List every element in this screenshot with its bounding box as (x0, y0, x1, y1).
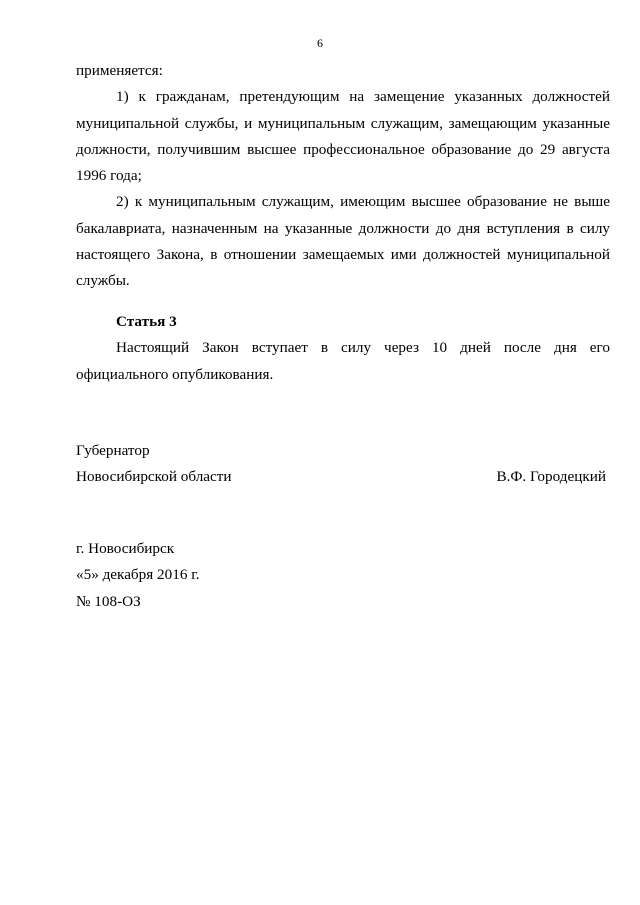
body-line: 2) к муниципальным служащим, имеющим высшее образование не выше (116, 193, 610, 211)
signature-title (76, 438, 610, 464)
footer-date: «5» декабря 2016 г. (76, 566, 200, 584)
body-line: должности, получившим высшее профессиональное образование до 29 августа (76, 140, 610, 158)
body-line: 1996 года; (76, 167, 142, 185)
article-3 (76, 309, 610, 388)
document-footer (76, 536, 610, 615)
signature-title-line: Губернатор (76, 442, 150, 459)
body-line: настоящего Закона, в отношении замещаемых ими должностей муниципальной (76, 246, 610, 264)
article-heading: Статья 3 (116, 313, 177, 330)
body-line: службы. (76, 272, 130, 290)
footer-number: № 108-ОЗ (76, 592, 141, 610)
body-line: муниципальной службы, и муниципальным служащим, замещающим указанные (76, 114, 610, 132)
article-line: официального опубликования. (76, 365, 274, 383)
page-number: 6 (317, 36, 323, 50)
footer-place: г. Новосибирск (76, 540, 175, 557)
body-line: 1) к гражданам, претендующим на замещение указанных должностей (116, 88, 610, 106)
signature-row (76, 464, 606, 490)
signatory-name: В.Ф. Городецкий (496, 468, 606, 485)
body-line: применяется: (76, 62, 163, 79)
article-line: Настоящий Закон вступает в силу через 10 дней после дня его (116, 339, 610, 357)
body-text (76, 58, 610, 295)
signature-title-line: Новосибирской области (76, 468, 232, 485)
body-line: бакалавриата, назначенным на указанные должности до дня вступления в силу (76, 219, 610, 237)
